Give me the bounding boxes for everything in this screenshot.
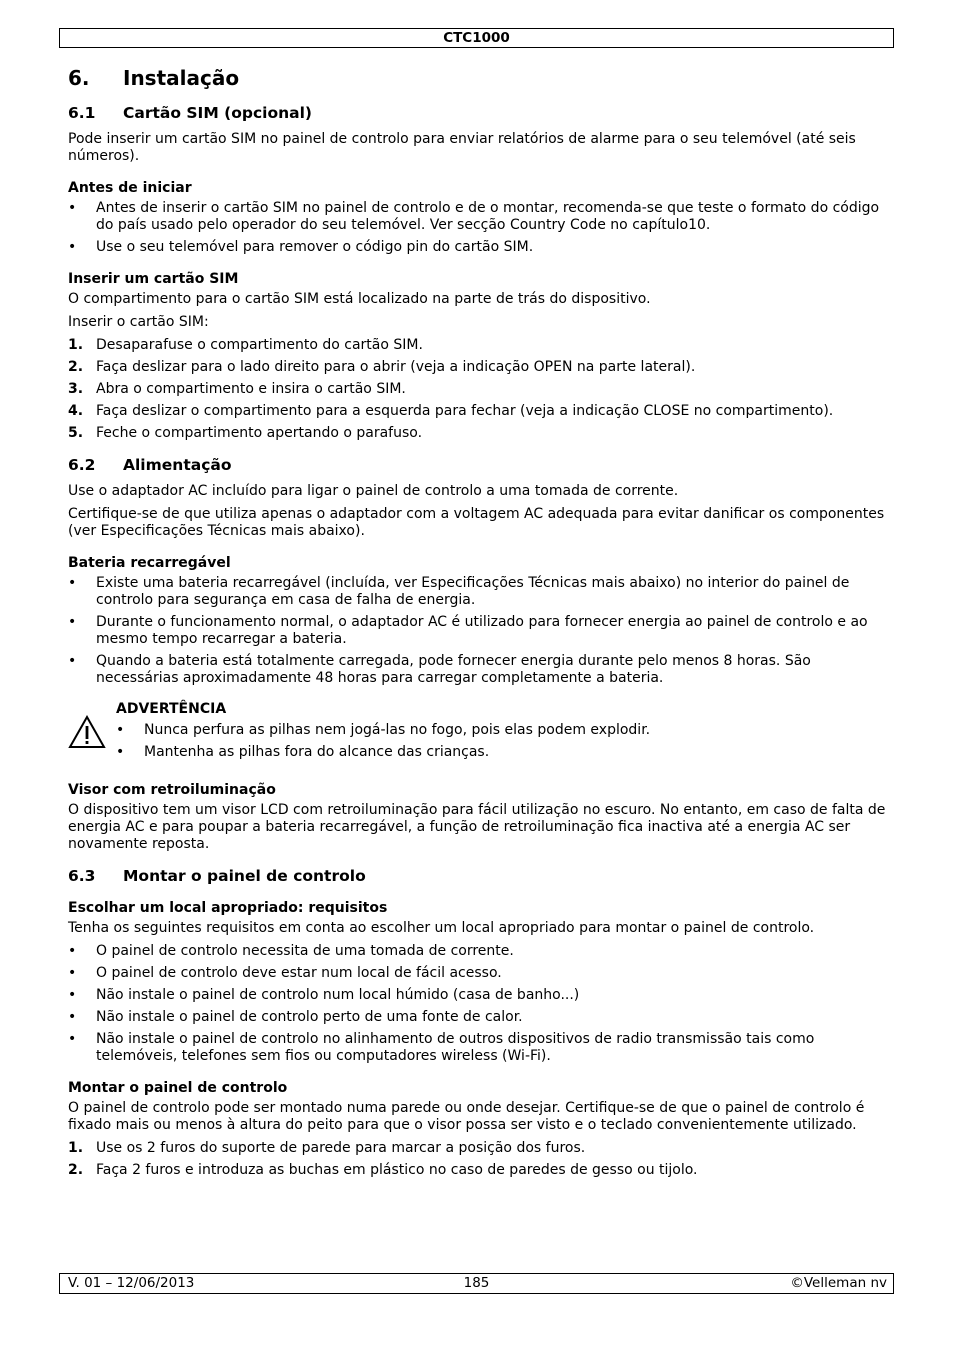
page-footer xyxy=(59,1273,894,1294)
bullet-icon: • xyxy=(68,1009,77,1025)
list-item: • Não instale o painel de controlo num local húmido (casa de banho...) xyxy=(68,987,580,1003)
section-title: Instalação xyxy=(123,66,240,90)
list-item: 3. Abra o compartimento e insira o cartão SIM. xyxy=(68,381,406,397)
list-item: • Não instale o painel de controlo no alinhamento de outros dispositivos de radio transmissão tais como telemóveis, telefones sem fios ou computadores wireless (Wi-Fi). xyxy=(68,1031,815,1064)
subsection-number: 6.2 xyxy=(68,456,96,474)
page-number: 185 xyxy=(463,1275,490,1291)
paragraph: Tenha os seguintes requisitos em conta ao escolher um local apropriado para montar o painel de controlo. xyxy=(68,920,815,936)
list-item: • Quando a bateria está totalmente carregada, pode fornecer energia durante pelo menos 8 horas. São necessárias aproximadamente 48 horas para carregar completamente a bateria. xyxy=(68,653,811,686)
subsection-heading-6-2 xyxy=(68,456,888,474)
subsection-title: Cartão SIM (opcional) xyxy=(123,104,313,122)
warning-block xyxy=(68,701,888,767)
bullet-list xyxy=(68,943,888,1065)
paragraph: O painel de controlo pode ser montado numa parede ou onde desejar. Certifique-se de que o painel de controlo é fixado mais ou menos à altura do peito para que o visor possa ser visto e o teclado convenientemente utilizado. xyxy=(68,1100,865,1133)
list-item: 1. Use os 2 furos do suporte de parede para marcar a posição dos furos. xyxy=(68,1140,586,1156)
bullet-icon: • xyxy=(68,239,77,255)
subheading: Escolhar um local apropriado: requisitos xyxy=(68,900,388,916)
subsection-heading-6-3 xyxy=(68,867,888,885)
bullet-icon: • xyxy=(68,575,77,591)
numbered-list xyxy=(68,337,888,442)
list-item: • O painel de controlo necessita de uma tomada de corrente. xyxy=(68,943,514,959)
bullet-list xyxy=(116,722,888,761)
subsection-title: Alimentação xyxy=(123,456,232,474)
subsection-number: 6.1 xyxy=(68,104,96,122)
bullet-icon: • xyxy=(68,200,77,216)
subsection-number: 6.3 xyxy=(68,867,96,885)
list-item: 5. Feche o compartimento apertando o parafuso. xyxy=(68,425,423,441)
subheading: Antes de iniciar xyxy=(68,180,192,196)
paragraph: Use o adaptador AC incluído para ligar o painel de controlo a uma tomada de corrente. xyxy=(68,483,679,499)
list-item: • Nunca perfura as pilhas nem jogá-las no fogo, pois elas podem explodir. xyxy=(116,722,651,738)
warning-triangle-icon xyxy=(68,701,116,767)
bullet-icon: • xyxy=(68,943,77,959)
bullet-icon: • xyxy=(116,722,125,738)
list-item: • Use o seu telemóvel para remover o código pin do cartão SIM. xyxy=(68,239,534,255)
warning-title: ADVERTÊNCIA xyxy=(116,701,227,717)
list-item: • Antes de inserir o cartão SIM no painel de controlo e de o montar, recomenda-se que teste o formato do código do país usado pelo operador do seu telemóvel. Ver secção Country Code no capítulo10. xyxy=(68,200,880,233)
list-item: • Mantenha as pilhas fora do alcance das crianças. xyxy=(116,744,490,760)
list-item: 1. Desaparafuse o compartimento do cartão SIM. xyxy=(68,337,423,353)
list-item: • Durante o funcionamento normal, o adaptador AC é utilizado para fornecer energia ao painel de controlo e ao mesmo tempo recarregar a bateria. xyxy=(68,614,868,647)
paragraph: O dispositivo tem um visor LCD com retroiluminação para fácil utilização no escuro. No entanto, em caso de falta de energia AC e para poupar a bateria recarregável, a função de retroiluminação fica inactiva até a energia AC ser novamente reposta. xyxy=(68,802,886,852)
version-date: V. 01 – 12/06/2013 xyxy=(68,1275,195,1291)
bullet-icon: • xyxy=(116,744,125,760)
list-item: • Não instale o painel de controlo perto de uma fonte de calor. xyxy=(68,1009,523,1025)
bullet-icon: • xyxy=(68,965,77,981)
copyright: ©Velleman nv xyxy=(790,1275,887,1291)
section-heading xyxy=(68,66,888,90)
subheading: Visor com retroiluminação xyxy=(68,782,276,798)
bullet-list xyxy=(68,200,888,256)
bullet-icon: • xyxy=(68,1031,77,1047)
paragraph: O compartimento para o cartão SIM está localizado na parte de trás do dispositivo. xyxy=(68,291,651,307)
numbered-list xyxy=(68,1140,888,1179)
subheading: Montar o painel de controlo xyxy=(68,1080,288,1096)
bullet-list xyxy=(68,575,888,687)
paragraph: Pode inserir um cartão SIM no painel de controlo para enviar relatórios de alarme para o seu telemóvel (até seis números). xyxy=(68,131,856,164)
subsection-title: Montar o painel de controlo xyxy=(123,867,366,885)
list-item: 2. Faça 2 furos e introduza as buchas em plástico no caso de paredes de gesso ou tijolo. xyxy=(68,1162,698,1178)
subheading: Bateria recarregável xyxy=(68,555,231,571)
list-item: • O painel de controlo deve estar num local de fácil acesso. xyxy=(68,965,502,981)
bullet-icon: • xyxy=(68,987,77,1003)
subheading: Inserir um cartão SIM xyxy=(68,271,239,287)
page-header xyxy=(59,28,894,48)
list-item: • Existe uma bateria recarregável (incluída, ver Especificações Técnicas mais abaixo) no interior do painel de controlo para segurança em casa de falha de energia. xyxy=(68,575,850,608)
list-item: 4. Faça deslizar o compartimento para a esquerda para fechar (veja a indicação CLOSE no compartimento). xyxy=(68,403,834,419)
paragraph: Inserir o cartão SIM: xyxy=(68,314,209,330)
subsection-heading-6-1 xyxy=(68,104,888,122)
page-content xyxy=(68,62,888,1185)
paragraph: Certifique-se de que utiliza apenas o adaptador com a voltagem AC adequada para evitar danificar os componentes (ver Especificações Técnicas mais abaixo). xyxy=(68,506,885,539)
model-name: CTC1000 xyxy=(443,30,510,46)
list-item: 2. Faça deslizar para o lado direito para o abrir (veja a indicação OPEN na parte lateral). xyxy=(68,359,696,375)
bullet-icon: • xyxy=(68,653,77,669)
section-number: 6. xyxy=(68,66,90,90)
bullet-icon: • xyxy=(68,614,77,630)
